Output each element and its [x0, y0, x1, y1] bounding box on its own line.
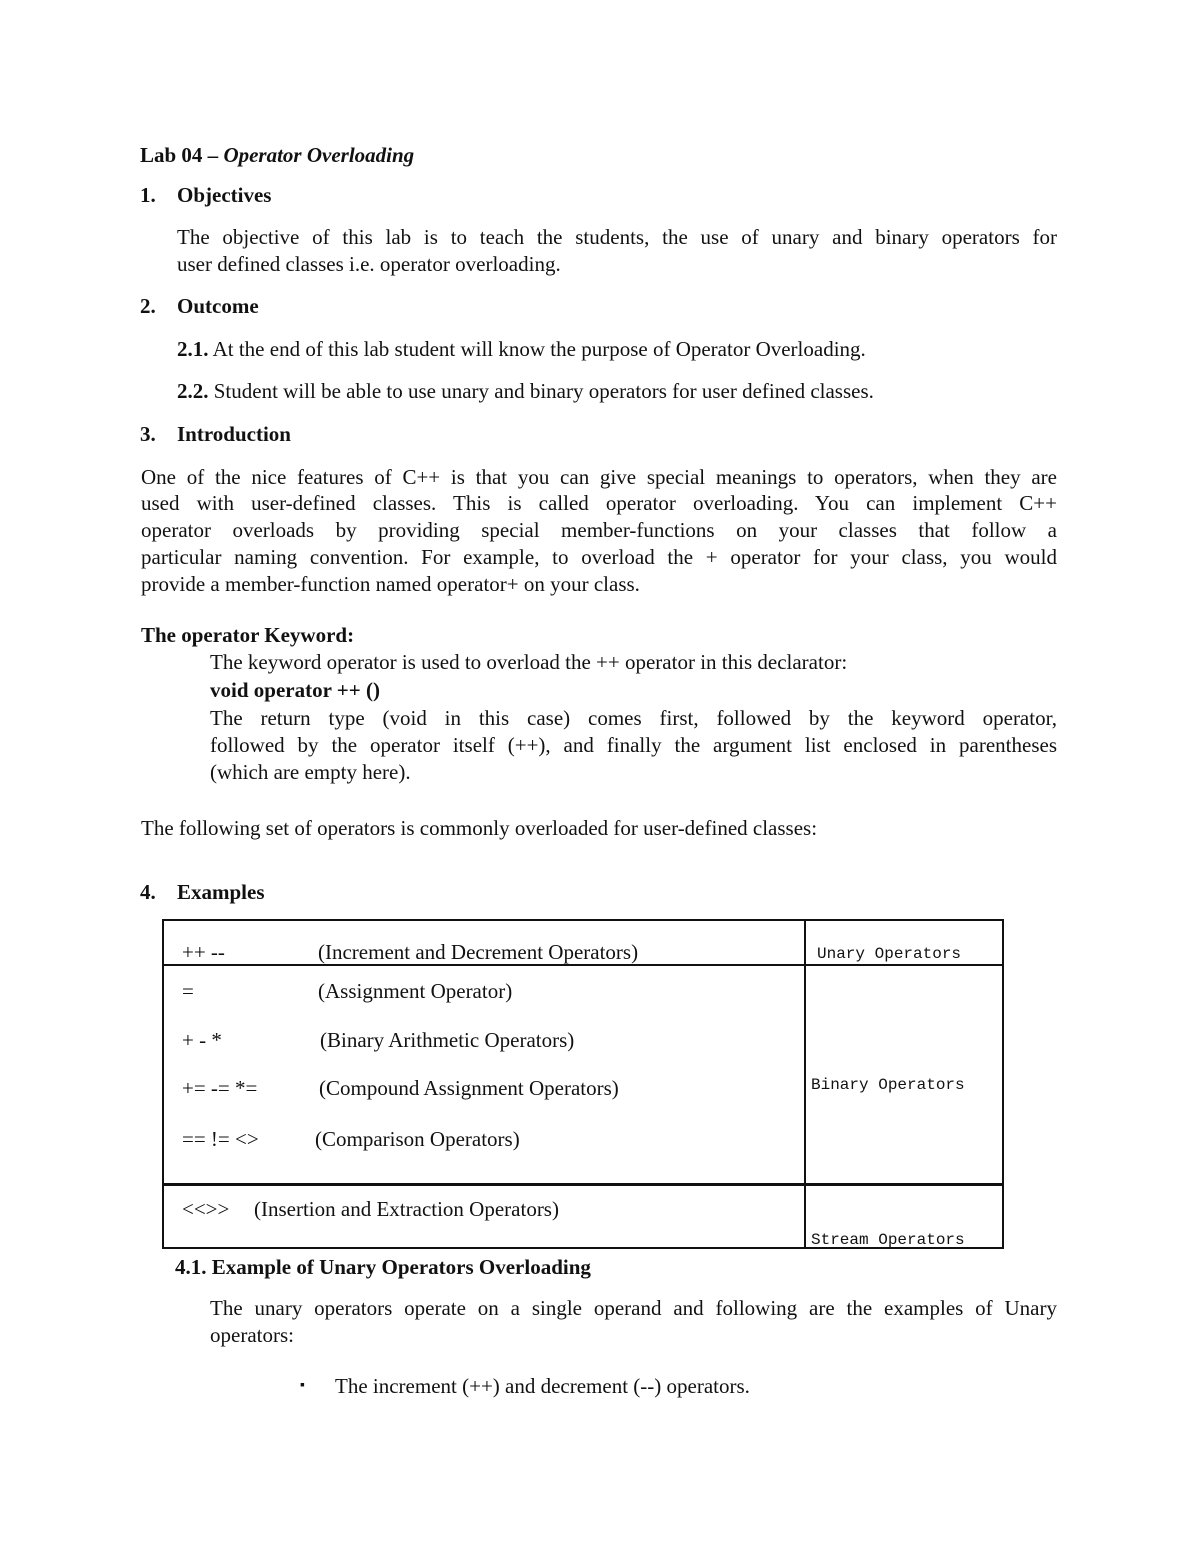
bullet-icon: ▪ [300, 1378, 305, 1393]
intro-line: One of the nice features of C++ is that you can give special meanings to operators, when they are [141, 465, 1057, 489]
keyword-line: followed by the operator itself (++), and finally the argument list enclosed in parentheses [210, 733, 1057, 757]
binary-ops: + - * [182, 1028, 222, 1052]
outcome-number: 2.1. [177, 337, 209, 361]
outcome-item [177, 336, 866, 362]
unary-line: The unary operators operate on a single operand and following are the examples of Unary [210, 1296, 1057, 1320]
outcome-text: Student will be able to use unary and binary operators for user defined classes. [213, 379, 874, 403]
unary-ops: ++ -- [182, 940, 225, 964]
outcome-number: 2.2. [177, 379, 209, 403]
unary-line: operators: [210, 1323, 294, 1347]
section-3-number: 3. [140, 422, 156, 446]
section-4-heading: Examples [177, 880, 265, 904]
title-italic: Operator Overloading [223, 143, 415, 167]
binary-desc: (Comparison Operators) [315, 1127, 520, 1151]
unary-category: Unary Operators [817, 945, 962, 963]
intro-line: particular naming convention. For example, to overload the + operator for your class, you would [141, 545, 1057, 569]
bullet-item: The increment (++) and decrement (--) operators. [335, 1374, 750, 1398]
unary-desc: (Increment and Decrement Operators) [318, 940, 639, 964]
stream-desc: (Insertion and Extraction Operators) [254, 1197, 559, 1221]
intro-line: used with user-defined classes. This is called operator overloading. You can implement C++ [141, 491, 1057, 515]
intro-line: operator overloads by providing special member-functions on your classes that follow a [141, 518, 1057, 542]
binary-desc: (Binary Arithmetic Operators) [320, 1028, 575, 1052]
operators-table [162, 919, 1004, 1249]
binary-ops: = [182, 979, 194, 1003]
binary-category: Binary Operators [811, 1076, 965, 1094]
title-prefix: Lab 04 – [140, 143, 224, 167]
objective-line: The objective of this lab is to teach the students, the use of unary and binary operators for [177, 225, 1057, 249]
keyword-line: (which are empty here). [210, 760, 411, 784]
binary-ops: == != <> [182, 1127, 259, 1151]
keyword-heading: The operator Keyword: [141, 623, 355, 647]
page-title [140, 142, 414, 168]
keyword-line: The keyword operator is used to overload the ++ operator in this declarator: [210, 650, 848, 674]
section-2-heading: Outcome [177, 294, 259, 318]
section-4-number: 4. [140, 880, 156, 904]
section-1-number: 1. [140, 183, 156, 207]
binary-desc: (Compound Assignment Operators) [319, 1076, 619, 1100]
outcome-item [177, 378, 874, 404]
outcome-text: At the end of this lab student will know the purpose of Operator Overloading. [212, 337, 866, 361]
binary-desc: (Assignment Operator) [318, 979, 513, 1003]
section-2-number: 2. [140, 294, 156, 318]
section-3-heading: Introduction [177, 422, 291, 446]
column-divider [804, 921, 806, 1247]
keyword-line: The return type (void in this case) comes first, followed by the keyword operator, [210, 706, 1057, 730]
keyword-code: void operator ++ () [210, 678, 380, 702]
row-divider [164, 1183, 1002, 1186]
section-4-1-heading: 4.1. Example of Unary Operators Overloading [175, 1255, 591, 1279]
intro-line: provide a member-function named operator+ on your class. [141, 572, 640, 596]
stream-ops: <<>> [182, 1197, 230, 1221]
binary-ops: += -= *= [182, 1076, 258, 1100]
following-text: The following set of operators is commonly overloaded for user-defined classes: [141, 816, 818, 840]
section-1-heading: Objectives [177, 183, 272, 207]
objective-line: user defined classes i.e. operator overloading. [177, 252, 561, 276]
stream-category: Stream Operators [811, 1231, 965, 1249]
